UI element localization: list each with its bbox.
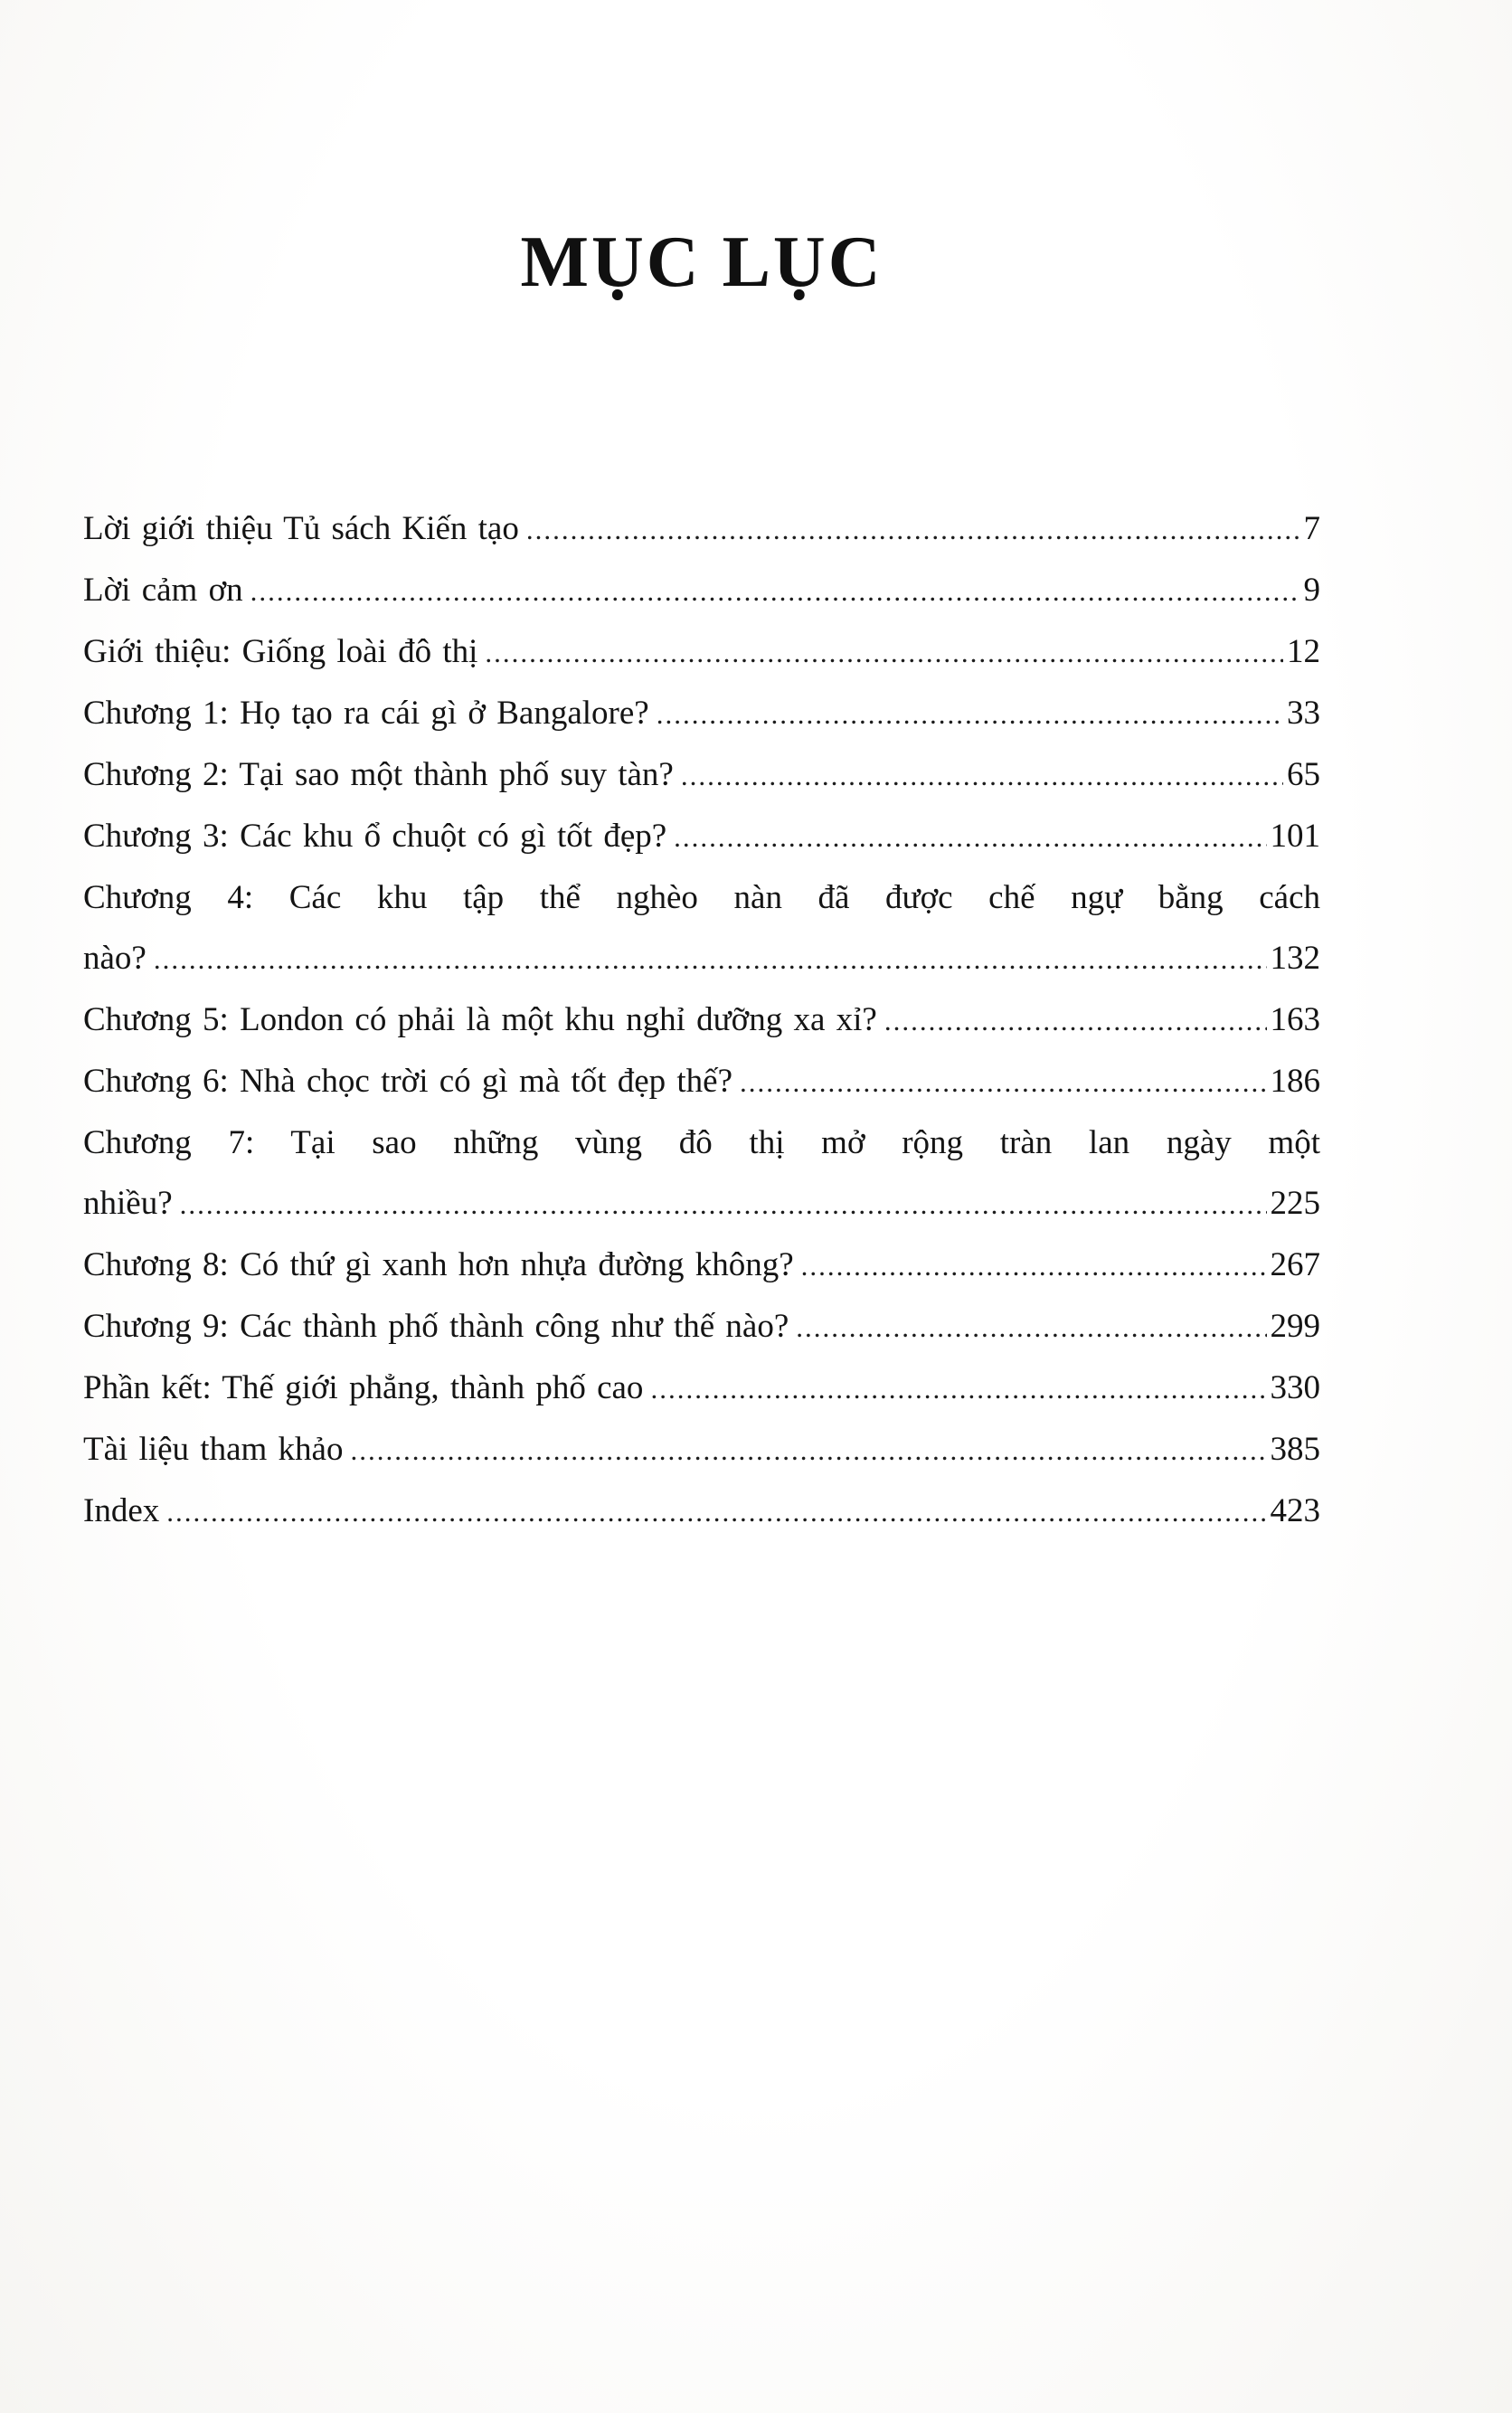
dot-leader	[674, 815, 1266, 859]
toc-entry-page: 101	[1270, 818, 1320, 855]
toc-entry-page: 163	[1270, 1001, 1320, 1038]
dot-leader	[740, 1060, 1266, 1104]
toc-entry-page: 33	[1287, 695, 1320, 732]
toc-entry-page: 186	[1270, 1063, 1320, 1100]
toc-entry	[83, 1305, 1320, 1349]
toc-entry-label: Lời cảm ơn	[83, 572, 243, 609]
toc-entry	[83, 1182, 1320, 1226]
toc-entry-label: Index	[83, 1492, 160, 1529]
toc-entry-label: Chương 5: London có phải là một khu nghỉ dưỡng xa xỉ?	[83, 1001, 877, 1038]
toc-entry	[83, 1490, 1320, 1534]
toc-entry	[83, 507, 1320, 552]
toc-entry	[83, 1060, 1320, 1104]
toc-entry	[83, 753, 1320, 798]
dot-leader	[650, 1367, 1266, 1411]
dot-leader	[154, 937, 1267, 981]
toc-entry-label: Chương 6: Nhà chọc trời có gì mà tốt đẹp thế?	[83, 1063, 733, 1100]
dot-leader	[681, 753, 1283, 798]
dot-leader	[526, 507, 1300, 552]
dot-leader	[350, 1428, 1266, 1472]
toc-entry-label: Chương 3: Các khu ổ chuột có gì tốt đẹp?	[83, 818, 667, 855]
toc-entry	[83, 1428, 1320, 1472]
toc-entry	[83, 1244, 1320, 1288]
dot-leader	[485, 630, 1283, 675]
toc-entry-page: 65	[1287, 756, 1320, 793]
toc-entry	[83, 630, 1320, 675]
dot-leader	[796, 1305, 1266, 1349]
dot-leader	[180, 1182, 1267, 1226]
toc-entry-page: 267	[1270, 1246, 1320, 1283]
toc-entry-label: Giới thiệu: Giống loài đô thị	[83, 633, 478, 670]
page-title: MỤC LỤC	[520, 222, 884, 302]
dot-leader	[884, 998, 1267, 1043]
toc-entry-label: Chương 1: Họ tạo ra cái gì ở Bangalore?	[83, 695, 649, 732]
toc-entry-page: 385	[1270, 1431, 1320, 1468]
toc-entry-label: Phần kết: Thế giới phẳng, thành phố cao	[83, 1369, 644, 1406]
dot-leader	[657, 692, 1283, 736]
toc-entry-label: Chương 9: Các thành phố thành công như thế nào?	[83, 1308, 789, 1345]
toc-entry	[83, 692, 1320, 736]
toc-entry-page: 7	[1303, 510, 1320, 547]
toc-entry-page: 423	[1270, 1492, 1320, 1529]
toc-entry-label: nhiều?	[83, 1185, 173, 1222]
dot-leader	[166, 1490, 1266, 1534]
toc-entry	[83, 937, 1320, 981]
toc-entry-page: 330	[1270, 1369, 1320, 1406]
toc-entry-label: Chương 2: Tại sao một thành phố suy tàn?	[83, 756, 674, 793]
toc-entry-label: Tài liệu tham khảo	[83, 1431, 344, 1468]
toc-entry-label: Lời giới thiệu Tủ sách Kiến tạo	[83, 510, 519, 547]
toc-entry-page: 9	[1303, 572, 1320, 609]
toc-entry-label: nào?	[83, 940, 146, 977]
dot-leader	[801, 1244, 1267, 1288]
toc-entry	[83, 815, 1320, 859]
toc-entry-page: 225	[1270, 1185, 1320, 1222]
toc-entry	[83, 569, 1320, 613]
toc-entry-page: 12	[1287, 633, 1320, 670]
toc-entry	[83, 998, 1320, 1043]
toc-entry-page: 299	[1270, 1308, 1320, 1345]
toc-entry	[83, 1367, 1320, 1411]
toc-entry-label: Chương 8: Có thứ gì xanh hơn nhựa đường không?	[83, 1246, 794, 1283]
dot-leader	[250, 569, 1300, 613]
toc-entry-page: 132	[1270, 940, 1320, 977]
toc-entry-wrapped-line: Chương 4: Các khu tập thể nghèo nàn đã được chế ngự bằng cách	[83, 879, 1320, 916]
table-of-contents	[83, 507, 1320, 1534]
toc-entry-wrapped-line: Chương 7: Tại sao những vùng đô thị mở rộng tràn lan ngày một	[83, 1124, 1320, 1161]
